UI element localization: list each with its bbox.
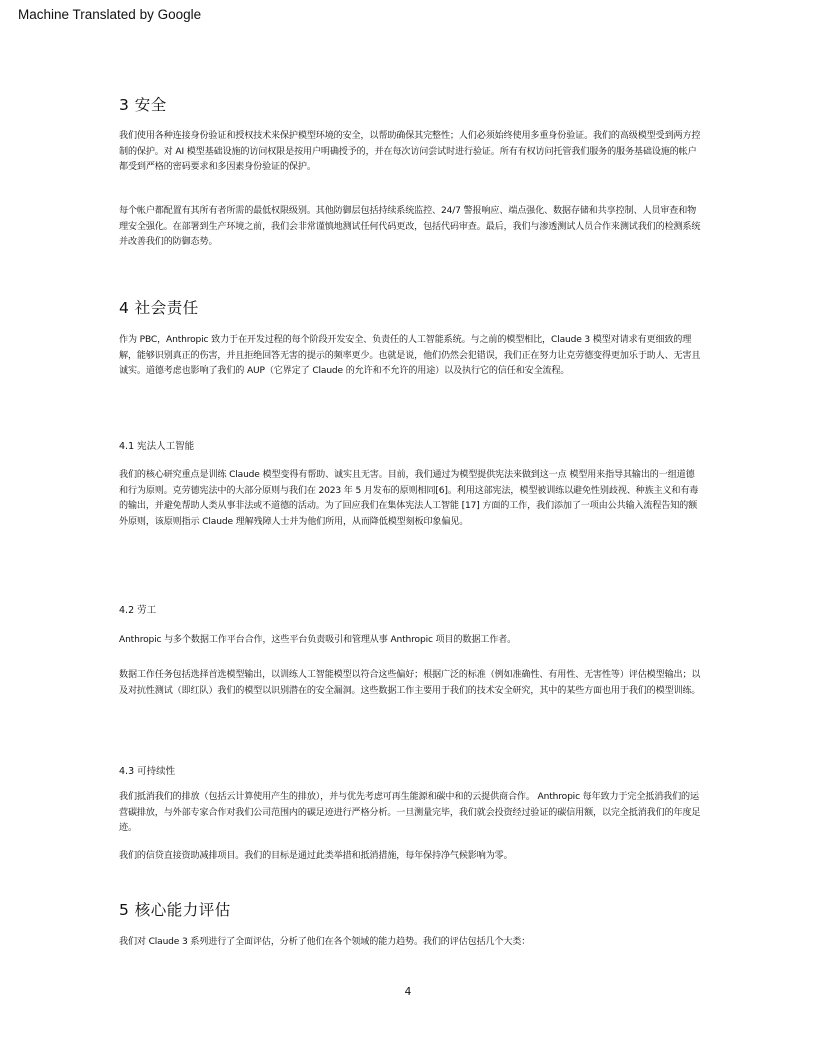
section-4-3-heading: 4.3 可持续性	[119, 766, 176, 777]
section-4-2-paragraph-2: 数据工作任务包括选择首选模型输出，以训练人工智能模型以符合这些偏好；根据广泛的标准（例如准确性、有用性、无害性等）评估模型输出；以及对抗性测试（即红队）我们的模型以识别潜在的安全漏洞。这些数据工作主要用于我们的技术安全研究，其中的某些方面也用于我们的模型训练。	[119, 670, 701, 696]
section-5-heading: 5 核心能力评估	[119, 901, 231, 919]
section-4-3-paragraph-1: 我们抵消我们的排放（包括云计算使用产生的排放），并与优先考虑可再生能源和碳中和的云提供商合作。 Anthropic 每年致力于完全抵消我们的运营碳排放，与外部专家合作对我们公司范围内的碳足迹进行严格分析。一旦测量完毕，我们就会投资经过验证的碳信用额，以完全抵消我们的年度足迹。	[119, 792, 701, 833]
section-4-3-paragraph-2: 我们的信贷直接资助减排项目。我们的目标是通过此类举措和抵消措施，每年保持净气候影响为零。	[119, 851, 513, 861]
section-4-1-heading: 4.1 宪法人工智能	[119, 441, 195, 452]
section-4-2-heading: 4.2 劳工	[119, 605, 157, 616]
section-4-1-paragraph-1: 我们的核心研究重点是训练 Claude 模型变得有帮助、诚实且无害。目前，我们通过为模型提供宪法来做到这一点 模型用来指导其输出的一组道德和行为原则。克劳德宪法中的大部分原则与我们在 2023 年 5 月发布的原则相同[6]。利用这部宪法，模型被训练以避免性别歧视、种族主义和有毒的输出，并避免帮助人类从事非法或不道德的活动。为了回应我们在集体宪法人工智能 [17] 方面的工作，我们添加了一项由公共输入流程告知的额外原则，该原则指示 Claude 理解残障人士并为他们所用，从而降低模型刻板印象偏见。	[119, 470, 699, 527]
machine-translation-note: Machine Translated by Google	[18, 7, 202, 22]
section-4-2-paragraph-1: Anthropic 与多个数据工作平台合作，这些平台负责吸引和管理从事 Anthropic 项目的数据工作者。	[119, 635, 517, 645]
section-3-heading: 3 安全	[119, 96, 167, 114]
section-3-paragraph-1: 我们使用各种连接身份验证和授权技术来保护模型环境的安全，以帮助确保其完整性；人们必须始终使用多重身份验证。我们的高级模型受到两方控制的保护。对 AI 模型基础设施的访问权限是按用户明确授予的，并在每次访问尝试时进行验证。所有有权访问托管我们服务的服务基础设施的帐户都受到严格的密码要求和多因素身份验证的保护。	[119, 131, 701, 172]
section-4-paragraph-1: 作为 PBC，Anthropic 致力于在开发过程的每个阶段开发安全、负责任的人工智能系统。与之前的模型相比，Claude 3 模型对请求有更细致的理解，能够识别真正的伤害，并且拒绝回答无害的提示的频率更少。也就是说，他们仍然会犯错误，我们正在努力让克劳德变得更加乐于助人、无害且诚实。道德考虑也影响了我们的 AUP（它界定了 Claude 的允许和不允许的用途）以及执行它的信任和安全流程。	[119, 335, 701, 376]
page-number: 4	[404, 986, 412, 998]
section-5-paragraph-1: 我们对 Claude 3 系列进行了全面评估，分析了他们在各个领域的能力趋势。我们的评估包括几个大类：	[119, 937, 531, 947]
section-4-heading: 4 社会责任	[119, 299, 199, 317]
section-3-paragraph-2: 每个帐户都配置有其所有者所需的最低权限级别。其他防御层包括持续系统监控、24/7 警报响应、端点强化、数据存储和共享控制、人员审查和物理安全强化。在部署到生产环境之前，我们会非常谨慎地测试任何代码更改，包括代码审查。最后，我们与渗透测试人员合作来测试我们的检测系统并改善我们的防御态势。	[119, 206, 701, 247]
